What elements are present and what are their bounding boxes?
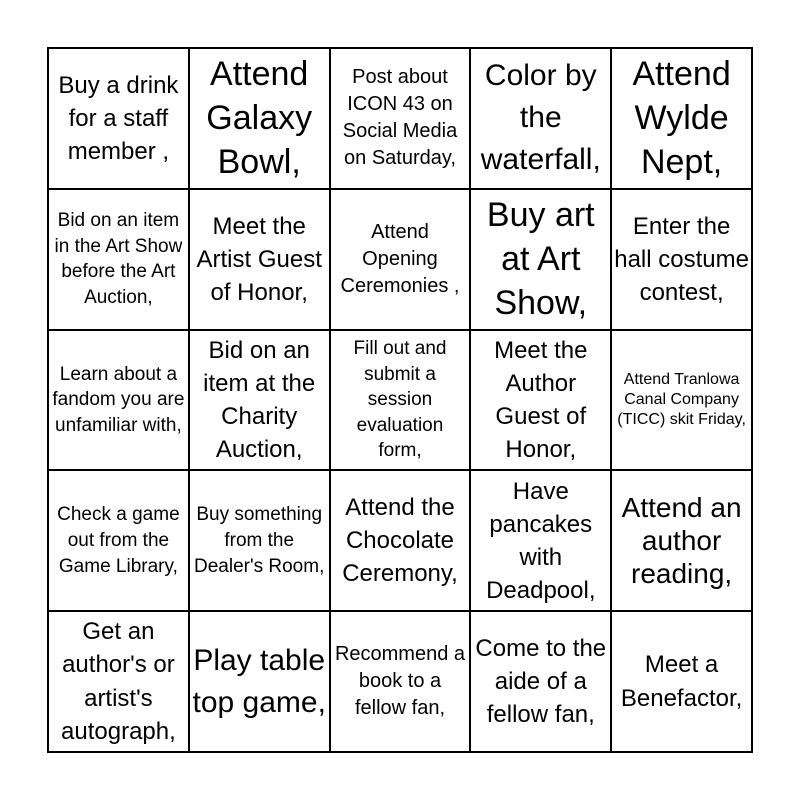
bingo-cell-text: Attend Opening Ceremonies , (340, 220, 460, 297)
bingo-cell-text: Have pancakes with Deadpool, (486, 477, 596, 604)
bingo-cell[interactable] (330, 470, 471, 611)
bingo-cell[interactable] (611, 330, 752, 471)
bingo-cell[interactable] (470, 48, 611, 189)
bingo-cell[interactable] (189, 470, 330, 611)
bingo-cell-text: Come to the aide of a fellow fan, (475, 634, 607, 729)
bingo-cell[interactable] (330, 189, 471, 330)
bingo-cell-text: Play table top game, (192, 643, 326, 719)
bingo-cell-text: Enter the hall costume contest, (614, 212, 749, 306)
bingo-cell[interactable] (330, 611, 471, 752)
bingo-cell-text: Meet the Artist Guest of Honor, (196, 212, 322, 306)
bingo-cell-text: Attend Galaxy Bowl, (206, 55, 313, 182)
bingo-board (47, 47, 753, 753)
bingo-cell[interactable] (470, 189, 611, 330)
bingo-cell-text: Bid on an item at the Charity Auction, (203, 336, 316, 464)
bingo-cell-text: Attend the Chocolate Ceremony, (342, 494, 458, 588)
bingo-cell[interactable] (330, 330, 471, 471)
bingo-cell[interactable] (611, 470, 752, 611)
bingo-cell[interactable] (470, 470, 611, 611)
bingo-cell-text: Buy a drink for a staff member , (58, 71, 179, 165)
bingo-cell-text: Meet the Author Guest of Honor, (494, 336, 588, 464)
bingo-cell-text: Meet a Benefactor, (620, 651, 743, 712)
bingo-cell[interactable] (189, 330, 330, 471)
bingo-cell[interactable] (611, 48, 752, 189)
bingo-cell[interactable] (189, 189, 330, 330)
bingo-cell-text: Learn about a fandom you are unfamiliar with, (52, 363, 185, 436)
bingo-cell[interactable] (48, 330, 189, 471)
bingo-cell-text: Color by the waterfall, (480, 59, 601, 177)
bingo-cell-text: Attend an author reading, (621, 492, 742, 590)
bingo-cell-text: Attend Wylde Nept, (632, 55, 731, 182)
bingo-cell[interactable] (330, 48, 471, 189)
bingo-cell-text: Buy art at Art Show, (486, 195, 595, 323)
bingo-cell[interactable] (48, 189, 189, 330)
bingo-cell[interactable] (189, 611, 330, 752)
bingo-cell[interactable] (470, 330, 611, 471)
bingo-cell[interactable] (48, 611, 189, 752)
bingo-cell-text: Fill out and submit a session evaluation form, (353, 337, 447, 462)
bingo-cell[interactable] (189, 48, 330, 189)
bingo-cell[interactable] (48, 48, 189, 189)
bingo-cell-text: Post about ICON 43 on Social Media on Saturday, (342, 66, 458, 170)
bingo-cell[interactable] (611, 189, 752, 330)
bingo-cell[interactable] (611, 611, 752, 752)
bingo-cell-text: Buy something from the Dealer's Room, (194, 504, 325, 577)
bingo-cell-text: Check a game out from the Game Library, (57, 504, 180, 577)
bingo-cell-text: Get an author's or artist's autograph, (61, 618, 176, 745)
bingo-cell-text: Attend Tranlowa Canal Company (TICC) skit Friday, (617, 370, 746, 428)
bingo-cell[interactable] (470, 611, 611, 752)
bingo-cell[interactable] (48, 470, 189, 611)
bingo-cell-text: Bid on an item in the Art Show before the Art Auction, (54, 209, 183, 308)
bingo-cell-text: Recommend a book to a fellow fan, (334, 643, 466, 720)
